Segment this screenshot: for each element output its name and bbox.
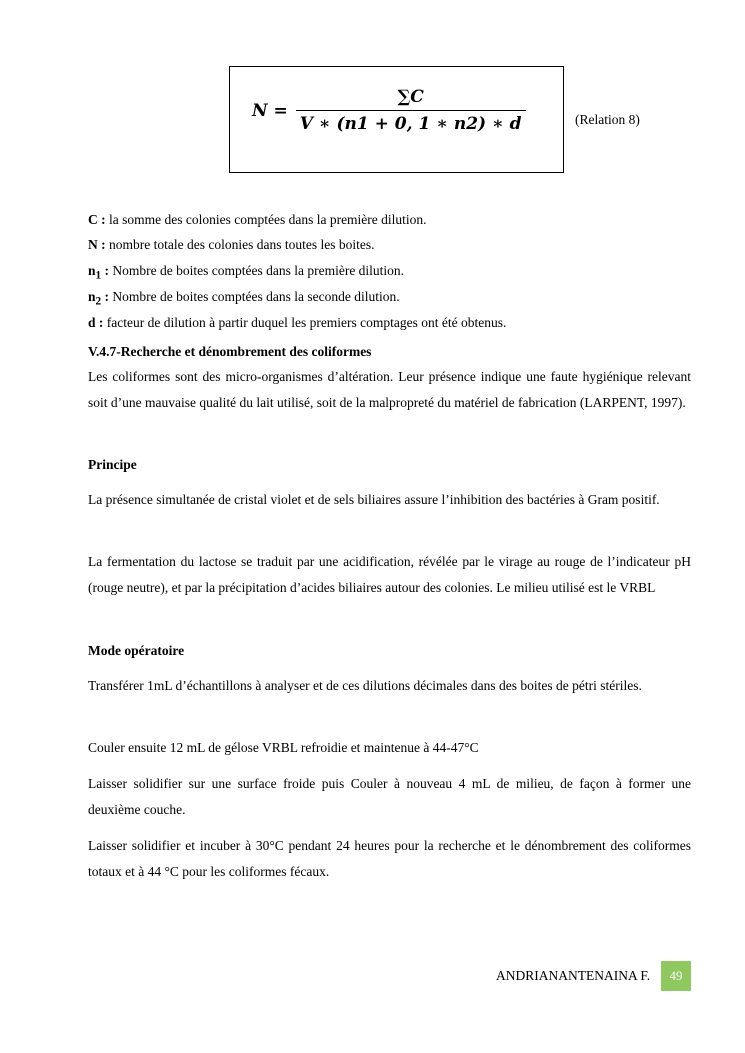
definition-text: facteur de dilution à partir duquel les premiers comptages ont été obtenus. [103, 315, 507, 330]
definition-text: nombre totale des colonies dans toutes les boites. [105, 237, 375, 252]
definition-term [88, 263, 110, 282]
formula-denominator: V ∗ (n1 + 0, 1 ∗ n2) ∗ d [296, 110, 526, 134]
definition-term: N : [88, 237, 106, 252]
definition-term [88, 289, 110, 308]
formula-fraction [296, 87, 526, 134]
definition-text: Nombre de boites comptées dans la première dilution. [109, 263, 405, 278]
term-separator: : [101, 263, 110, 278]
page-number-badge: 49 [661, 961, 691, 991]
principe-paragraph-2: La fermentation du lactose se traduit par une acidification, révélée par le virage au rouge de l’indicateur pH (rouge neutre), et par la précipitation d’acides biliaires autour des colonies. Le milieu utilisé est le VRBL [88, 554, 691, 595]
mode-paragraph-2: Couler ensuite 12 mL de gélose VRBL refroidie et maintenue à 44-47°C [88, 740, 479, 755]
term-subscript: 2 [95, 295, 102, 308]
term-separator: : [101, 289, 110, 304]
term-subscript: 1 [95, 269, 102, 282]
section-title: V.4.7-Recherche et dénombrement des coliformes [88, 344, 372, 359]
mode-paragraph-4: Laisser solidifier et incuber à 30°C pendant 24 heures pour la recherche et le dénombrement des coliformes totaux et à 44 °C pour les coliformes fécaux. [88, 838, 691, 879]
term-letter: n [88, 263, 96, 278]
footer-author: ANDRIANANTENAINA F. [496, 968, 651, 983]
formula-lhs: N = [252, 100, 288, 121]
principe-paragraph-1: La présence simultanée de cristal violet et de sels biliaires assure l’inhibition des bactéries à Gram positif. [88, 492, 660, 507]
formula-n [252, 87, 526, 134]
principe-title: Principe [88, 457, 137, 472]
formula-box [229, 66, 564, 173]
definition-n2 [88, 289, 400, 308]
definition-n1 [88, 263, 404, 282]
mode-title: Mode opératoire [88, 643, 185, 658]
term-letter: n [88, 289, 96, 304]
definition-text: la somme des colonies comptées dans la première dilution. [105, 212, 427, 227]
definition-term: d : [88, 315, 104, 330]
definition-c [88, 212, 427, 228]
mode-paragraph-3: Laisser solidifier sur une surface froide puis Couler à nouveau 4 mL de milieu, de façon à former une deuxième couche. [88, 776, 691, 817]
definition-n [88, 237, 374, 253]
definition-text: Nombre de boites comptées dans la seconde dilution. [109, 289, 400, 304]
intro-paragraph: Les coliformes sont des micro-organismes d’altération. Leur présence indique une faute hygiénique relevant soit d’une mauvaise qualité du lait utilisé, soit de la malpropreté du matériel de fabrication (LARPENT, 1997). [88, 369, 691, 410]
relation-label: (Relation 8) [575, 112, 640, 127]
mode-paragraph-1: Transférer 1mL d’échantillons à analyser et de ces dilutions décimales dans des boites de pétri stériles. [88, 678, 642, 693]
definition-term: C : [88, 212, 106, 227]
formula-numerator: ∑C [397, 87, 424, 107]
definition-d [88, 315, 506, 331]
